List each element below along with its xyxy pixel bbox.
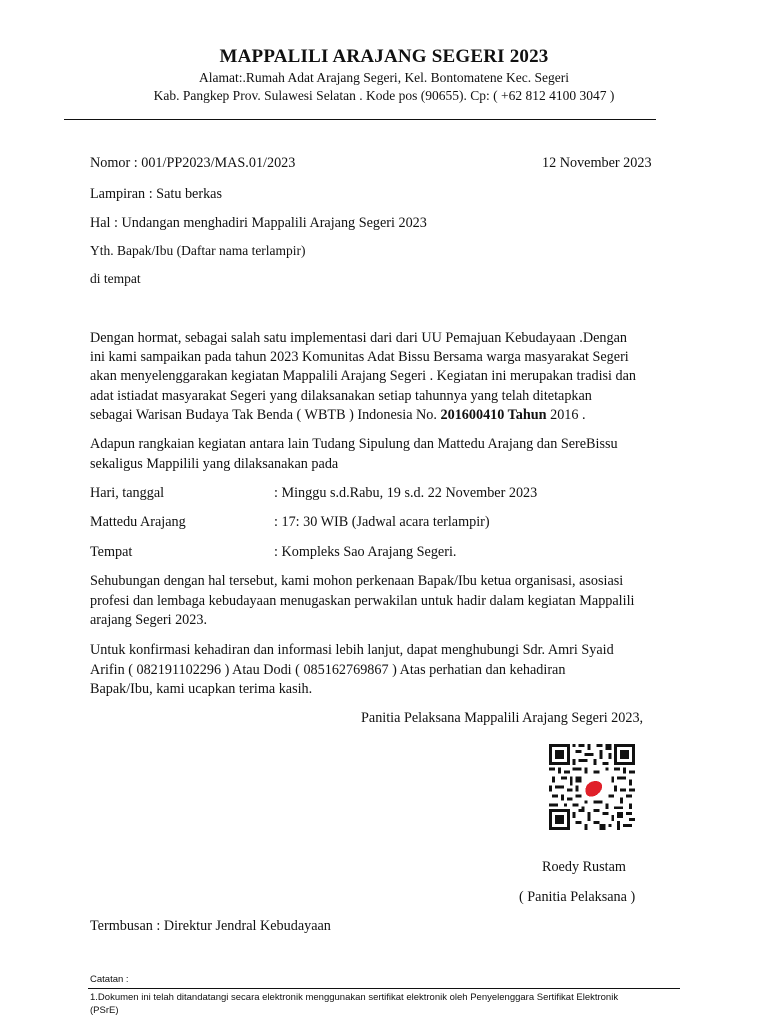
committee-line: Panitia Pelaksana Mappalili Arajang Segeri 2023,: [361, 710, 644, 726]
subject-line: Hal : Undangan menghadiri Mappalili Arajang Segeri 2023: [90, 215, 427, 231]
signer-name: Roedy Rustam: [542, 859, 626, 875]
schedule-label-mattedu: Mattedu Arajang: [90, 514, 186, 530]
letter-date: 12 November 2023: [542, 155, 652, 171]
footer-note-line-2: (PSrE): [90, 1005, 119, 1016]
paragraph-1-line-4: adat istiadat masyarakat Segeri yang dilaksanakan setiap tahunnya yang telah ditetapkan: [90, 388, 592, 404]
schedule-value-mattedu: : 17: 30 WIB (Jadwal acara terlampir): [274, 514, 490, 530]
signer-role: ( Panitia Pelaksana ): [519, 889, 636, 905]
paragraph-1-line-2: ini kami sampaikan pada tahun 2023 Komunitas Adat Bissu Bersama warga masyarakat Segeri: [90, 349, 629, 365]
schedule-value-day: : Minggu s.d.Rabu, 19 s.d. 22 November 2023: [274, 485, 538, 501]
paragraph-4-line-1: Untuk konfirmasi kehadiran dan informasi lebih lanjut, dapat menghubungi Sdr. Amri Syaid: [90, 642, 614, 658]
paragraph-3-line-2: profesi dan lembaga kebudayaan menugaskan perwakilan untuk hadir dalam kegiatan Mappalili: [90, 593, 635, 609]
paragraph-3-line-1: Sehubungan dengan hal tersebut, kami mohon perkenaan Bapak/Ibu ketua organisasi, asosiasi: [90, 573, 624, 589]
paragraph-1-line-3: akan menyelenggarakan kegiatan Mappalili Arajang Segeri . Kegiatan ini merupakan tradisi dan: [90, 368, 637, 384]
letterhead-address-line2: Kab. Pangkep Prov. Sulawesi Selatan . Kode pos (90655). Cp: ( +62 812 4100 3047 ): [153, 88, 615, 103]
letterhead-divider: [64, 119, 656, 120]
attachment-line: Lampiran : Satu berkas: [90, 186, 222, 202]
paragraph-3-line-3: arajang Segeri 2023.: [90, 612, 208, 628]
footer-divider: [88, 988, 680, 989]
letter-number: Nomor : 001/PP2023/MAS.01/2023: [90, 155, 296, 171]
paragraph-1-line-5: [90, 407, 586, 424]
paragraph-4-line-3: Bapak/Ibu, kami ucapkan terima kasih.: [90, 681, 313, 697]
schedule-label-day: Hari, tanggal: [90, 485, 165, 501]
footer-note-heading: Catatan :: [90, 974, 129, 985]
paragraph-1-line-1: Dengan hormat, sebagai salah satu implementasi dari dari UU Pemajuan Kebudayaan .Dengan: [90, 330, 627, 346]
carbon-copy-line: Termbusan : Direktur Jendral Kebudayaan: [90, 918, 331, 934]
paragraph-4-line-2: Arifin ( 082191102296 ) Atau Dodi ( 085162769867 ) Atas perhatian dan kehadiran: [90, 662, 566, 678]
signature-qr-code: [549, 744, 635, 830]
paragraph-2-line-2: sekaligus Mappilili yang dilaksanakan pada: [90, 456, 339, 472]
place-line: di tempat: [90, 271, 141, 286]
wbtb-number: 201600410 Tahun: [440, 407, 547, 423]
wbtb-text: sebagai Warisan Budaya Tak Benda ( WBTB ) Indonesia No.: [90, 407, 437, 423]
wbtb-year: 2016 .: [550, 407, 586, 423]
letterhead-address-line1: Alamat:.Rumah Adat Arajang Segeri, Kel. Bontomatene Kec. Segeri: [198, 70, 570, 85]
paragraph-2-line-1: Adapun rangkaian kegiatan antara lain Tudang Sipulung dan Mattedu Arajang dan SereBissu: [90, 436, 618, 452]
letterhead-title: MAPPALILI ARAJANG SEGERI 2023: [219, 46, 549, 67]
schedule-label-place: Tempat: [90, 544, 133, 560]
footer-note-line-1: 1.Dokumen ini telah ditandatangi secara elektronik menggunakan sertifikat elektronik oleh Penyelenggara Sertifikat Elektronik: [90, 992, 619, 1003]
schedule-value-place: : Kompleks Sao Arajang Segeri.: [274, 544, 457, 560]
recipient-line: Yth. Bapak/Ibu (Daftar nama terlampir): [90, 243, 306, 258]
